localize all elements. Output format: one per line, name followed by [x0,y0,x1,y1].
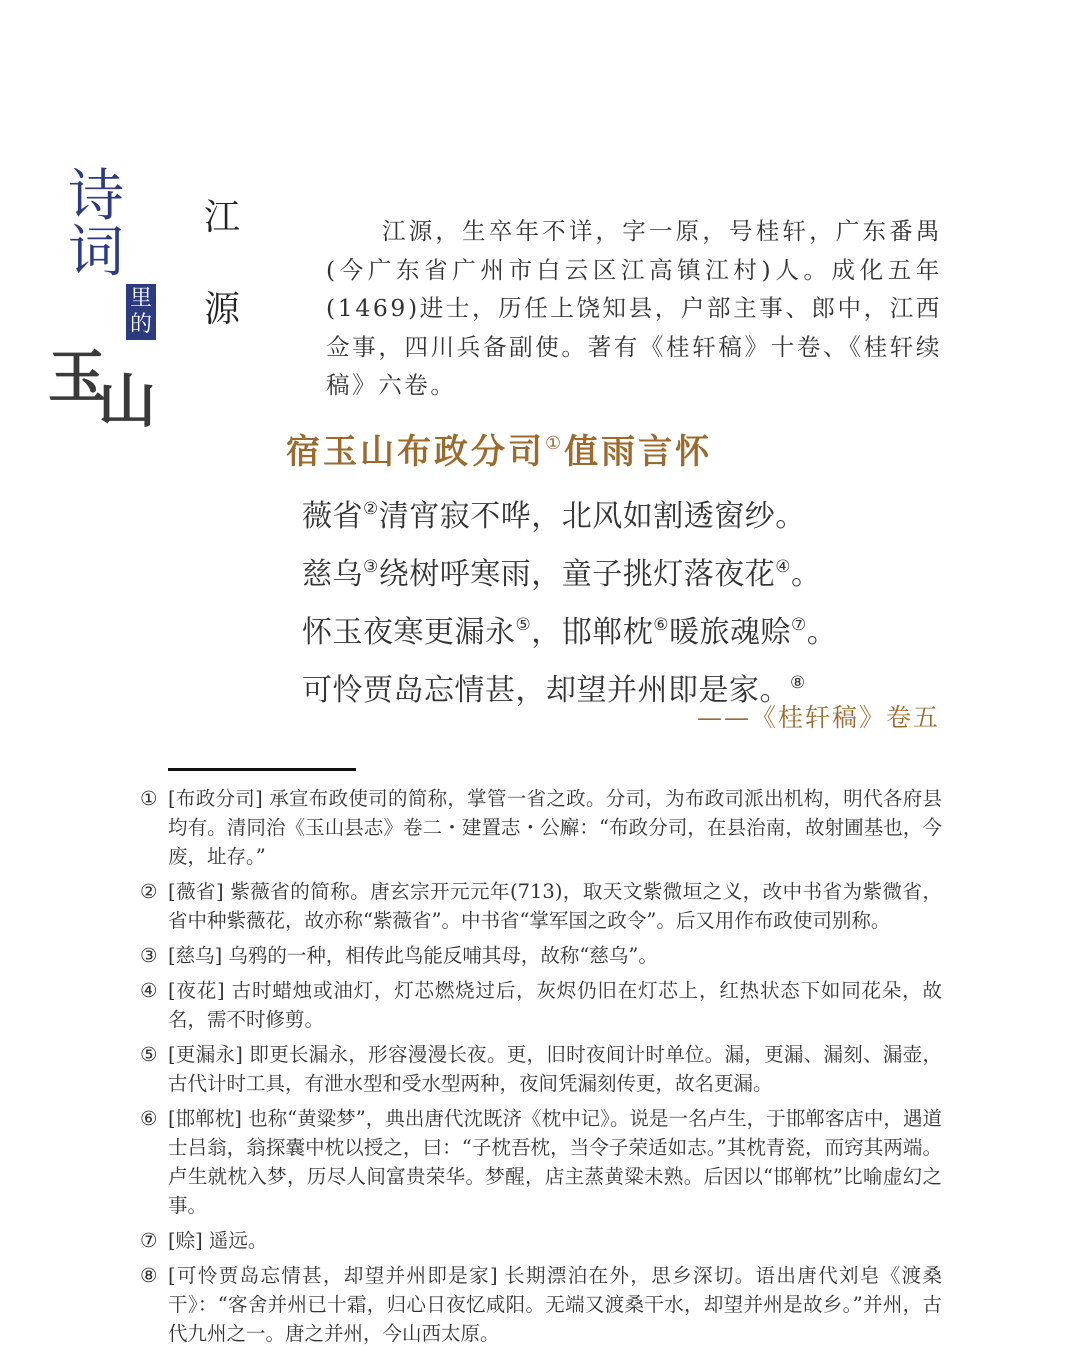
poem-text: 怀玉夜寒更漏永 [302,615,516,650]
poem-title [286,424,712,473]
poem-text: 薇省 [302,499,363,534]
footnote-item [140,784,942,871]
footnote-text: [邯郸枕] 也称“黄粱梦”，典出唐代沈既济《枕中记》。说是一名卢生，于邯郸客店中，遇道士吕翁，翁探囊中枕以授之，曰：“子枕吾枕，当令子荣适如志。”其枕青瓷，而窍其两端。卢生就枕入梦，历尽人间富贵荣华。梦醒，店主蒸黄粱未熟。后因以“邯郸枕”比喻虚幻之事。 [168,1107,942,1217]
poem-body [302,484,837,716]
series-title-char: 诗 [68,164,124,229]
poem-text: 慈乌 [302,557,363,592]
footnote-mark[interactable]: ④ [775,557,791,577]
footnote-number: ④ [140,979,158,1002]
footnote-item [140,976,942,1034]
footnote-number: ③ [140,944,158,967]
footnote-number: ⑤ [140,1043,158,1066]
footnote-item [140,941,942,970]
poem-text: 。 [806,615,838,650]
poem-title-main: 宿玉山布政分司 [286,432,545,472]
footnote-number: ⑦ [140,1229,158,1252]
footnote-item [140,877,942,935]
author-name-char: 源 [204,289,241,330]
footnote-item [140,1104,942,1220]
poem-text: ，邯郸枕 [531,615,654,650]
footnote-item [140,1040,942,1098]
footnote-text: [布政分司] 承宣布政使司的简称，掌管一省之政。分司，为布政司派出机构，明代各府县均有。清同治《玉山县志》卷二・建置志・公廨：“布政分司，在县治南，故射圃基也，今废，址存。” [168,787,942,868]
footnote-number: ⑧ [140,1264,158,1287]
series-title-char: 词 [68,220,124,285]
poem-text: 可怜贾岛忘情甚，却望并州即是家。 [302,673,790,708]
footnote-text: [可怜贾岛忘情甚，却望并州即是家] 长期漂泊在外，思乡深切。语出唐代刘皂《渡桑干》：“客舍并州已十霜，归心日夜忆咸阳。无端又渡桑干水，却望并州是故乡。”并州，古代九州之一。唐之并州，今山西太原。 [168,1264,942,1345]
footnote-number: ② [140,880,158,903]
poem-title-tail: 值雨言怀 [564,432,713,472]
footnotes [140,784,942,1354]
poem-source: ——《桂轩稿》卷五 [696,703,940,732]
series-title-calligraphy [48,343,149,435]
author-name [204,196,240,332]
poem-line [302,600,837,658]
footnote-text: [夜花] 古时蜡烛或油灯，灯芯燃烧过后，灰烬仍旧在灯芯上，红热状态下如同花朵，故名，需不时修剪。 [168,979,942,1031]
poem-line [302,542,837,600]
author-bio: 江源，生卒年不详，字一原，号桂轩，广东番禺(今广东省广州市白云区江高镇江村)人。成化五年(1469)进士，历任上饶知县，户部主事、郎中，江西佥事，四川兵备副使。著有《桂轩稿》十卷、《桂轩续稿》六卷。 [326,217,942,399]
footnote-mark[interactable]: ⑧ [790,673,806,693]
footnote-mark[interactable]: ⑤ [515,615,532,635]
footnote-number: ⑥ [140,1107,158,1130]
series-title-char: 玉 [48,343,99,411]
poem-text: 绕树呼寒雨，童子挑灯落夜花 [378,557,776,592]
series-title-badge [126,284,156,340]
footnote-mark[interactable]: ① [545,433,565,454]
poem-text: 暖旅魂赊 [669,615,791,650]
series-title-char: 里 [129,286,152,311]
footnote-item [140,1261,942,1348]
author-name-char: 江 [204,197,241,238]
footnote-divider [168,768,356,771]
footnote-number: ① [140,787,158,810]
footnote-mark[interactable]: ⑦ [791,615,807,635]
series-title-char: 山 [98,367,149,435]
footnote-text: [更漏永] 即更长漏永，形容漫漫长夜。更，旧时夜间计时单位。漏，更漏、漏刻、漏壶，古代计时工具，有泄水型和受水型两种，夜间凭漏刻传更，故名更漏。 [168,1043,942,1095]
footnote-item [140,1226,942,1255]
footnote-mark[interactable]: ⑥ [653,615,669,635]
poem-line [302,484,837,542]
footnote-text: [赊] 遥远。 [168,1229,268,1252]
poem-text: 清宵寂不哗，北风如割透窗纱。 [378,499,806,534]
footnote-mark[interactable]: ③ [363,557,379,577]
footnote-text: [薇省] 紫薇省的简称。唐玄宗开元元年(713)，取天文紫微垣之义，改中书省为紫微省，省中种紫薇花，故亦称“紫薇省”。中书省“掌军国之政令”。后又用作布政使司别称。 [168,880,942,932]
series-title [44,164,154,448]
poem-text: 。 [791,557,822,592]
series-title-char: 的 [129,312,152,337]
footnote-mark[interactable]: ② [363,499,379,519]
footnote-text: [慈乌] 乌鸦的一种，相传此鸟能反哺其母，故称“慈乌”。 [168,944,658,967]
